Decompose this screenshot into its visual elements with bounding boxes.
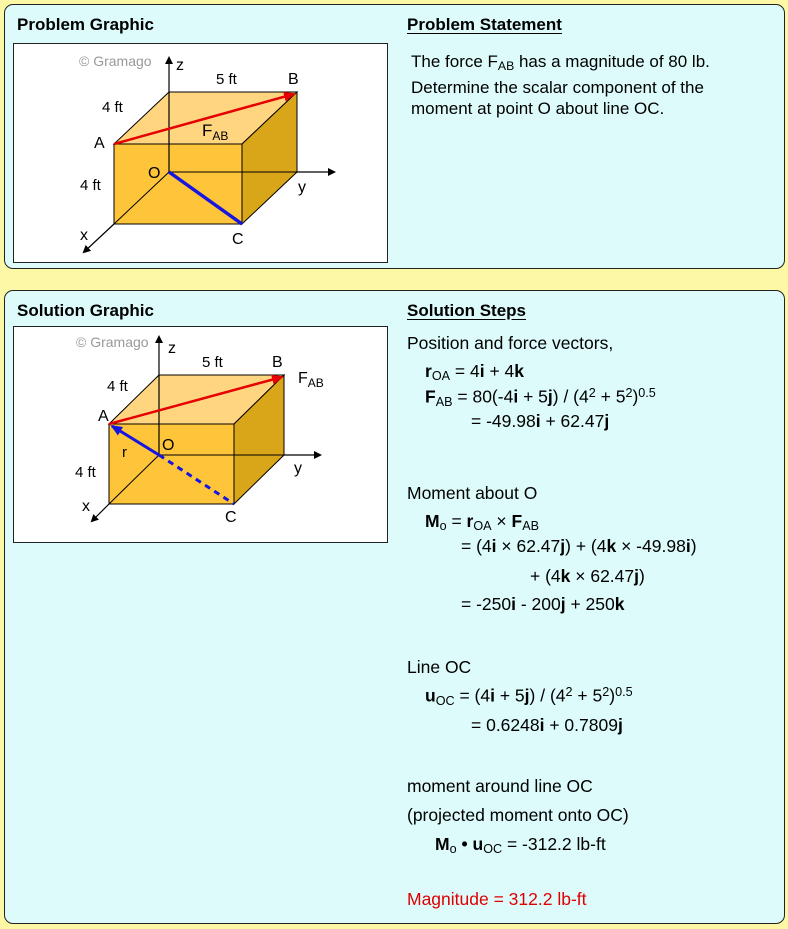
force-label: $F_{AB}$ bbox=[202, 121, 229, 143]
step4-heading-1: moment around line OC bbox=[407, 776, 593, 796]
point-c-label: C bbox=[232, 231, 244, 248]
dim-4ft-side: 4 ft bbox=[75, 464, 96, 481]
eq-mo: $M_o = r_{OA} \times F_{AB}$ bbox=[425, 511, 540, 534]
eq-f-ab: $F_{AB} = 80(-4i + 5j) / (4^2 + 5^2)^{0.5}$ bbox=[425, 386, 656, 409]
magnitude-result: Magnitude = 312.2 lb-ft bbox=[407, 889, 587, 909]
eq-u-oc: $u_{OC} = (4i + 5j) / (4^2 + 5^2)^{0.5}$ bbox=[425, 685, 633, 708]
solution-panel bbox=[4, 290, 785, 924]
dim-4ft-top: 4 ft bbox=[107, 378, 128, 395]
point-c-label: C bbox=[225, 509, 237, 526]
problem-statement bbox=[411, 51, 710, 119]
point-b-label: B bbox=[272, 354, 283, 371]
solution-steps-title: Solution Steps bbox=[407, 301, 526, 320]
eq-f-ab-result: = -49.98i + 62.47j bbox=[471, 411, 610, 431]
x-label: x bbox=[82, 498, 90, 515]
dim-5ft: 5 ft bbox=[216, 71, 237, 88]
eq-u-oc-result: = 0.6248i + 0.7809j bbox=[471, 715, 623, 735]
statement-line-3: moment at point O about line OC. bbox=[411, 99, 665, 119]
solution-graphic bbox=[13, 326, 388, 543]
dim-4ft-top: 4 ft bbox=[102, 99, 123, 116]
problem-graphic-title: Problem Graphic bbox=[17, 15, 154, 34]
eq-mo-expand-2: + (4k × 62.47j) bbox=[530, 566, 645, 586]
x-axis bbox=[84, 224, 114, 252]
eq-projection: $M_o$ • $u_{OC} = -312.2$ lb-ft bbox=[435, 834, 606, 857]
step4-heading-2: (projected moment onto OC) bbox=[407, 805, 629, 825]
x-axis bbox=[92, 504, 109, 521]
r-label: r bbox=[122, 444, 127, 461]
statement-line-2: Determine the scalar component of the bbox=[411, 78, 704, 98]
point-a-label: A bbox=[94, 135, 105, 152]
z-label: z bbox=[176, 57, 184, 74]
dim-5ft: 5 ft bbox=[202, 354, 223, 371]
point-o-label: O bbox=[148, 165, 161, 182]
step3-heading: Line OC bbox=[407, 657, 472, 677]
statement-line-1: The force $F_{AB}$ has a magnitude of 80 lb. bbox=[411, 52, 710, 74]
copyright-label: © Gramago bbox=[76, 334, 149, 350]
problem-panel bbox=[4, 4, 785, 269]
eq-r-oa: $r_{OA} = 4i + 4k$ bbox=[425, 361, 524, 384]
point-o-label: O bbox=[162, 437, 175, 454]
eq-mo-result: = -250i - 200j + 250k bbox=[461, 594, 625, 614]
problem-statement-title: Problem Statement bbox=[407, 15, 562, 34]
problem-figure bbox=[14, 44, 386, 261]
eq-mo-expand-1: = (4i × 62.47j) + (4k × -49.98i) bbox=[461, 536, 697, 556]
solution-figure bbox=[14, 327, 386, 541]
point-a-label: A bbox=[98, 408, 109, 425]
dim-4ft-side: 4 ft bbox=[80, 177, 101, 194]
y-label: y bbox=[298, 179, 306, 196]
solution-graphic-title: Solution Graphic bbox=[17, 301, 154, 320]
step1-heading: Position and force vectors, bbox=[407, 333, 614, 353]
force-label: $F_{AB}$ bbox=[298, 370, 324, 390]
x-label: x bbox=[80, 227, 88, 244]
z-label: z bbox=[168, 340, 176, 357]
y-label: y bbox=[294, 460, 302, 477]
point-b-label: B bbox=[288, 71, 299, 88]
step2-heading: Moment about O bbox=[407, 483, 538, 503]
copyright-label: © Gramago bbox=[79, 53, 152, 69]
problem-graphic bbox=[13, 43, 388, 263]
